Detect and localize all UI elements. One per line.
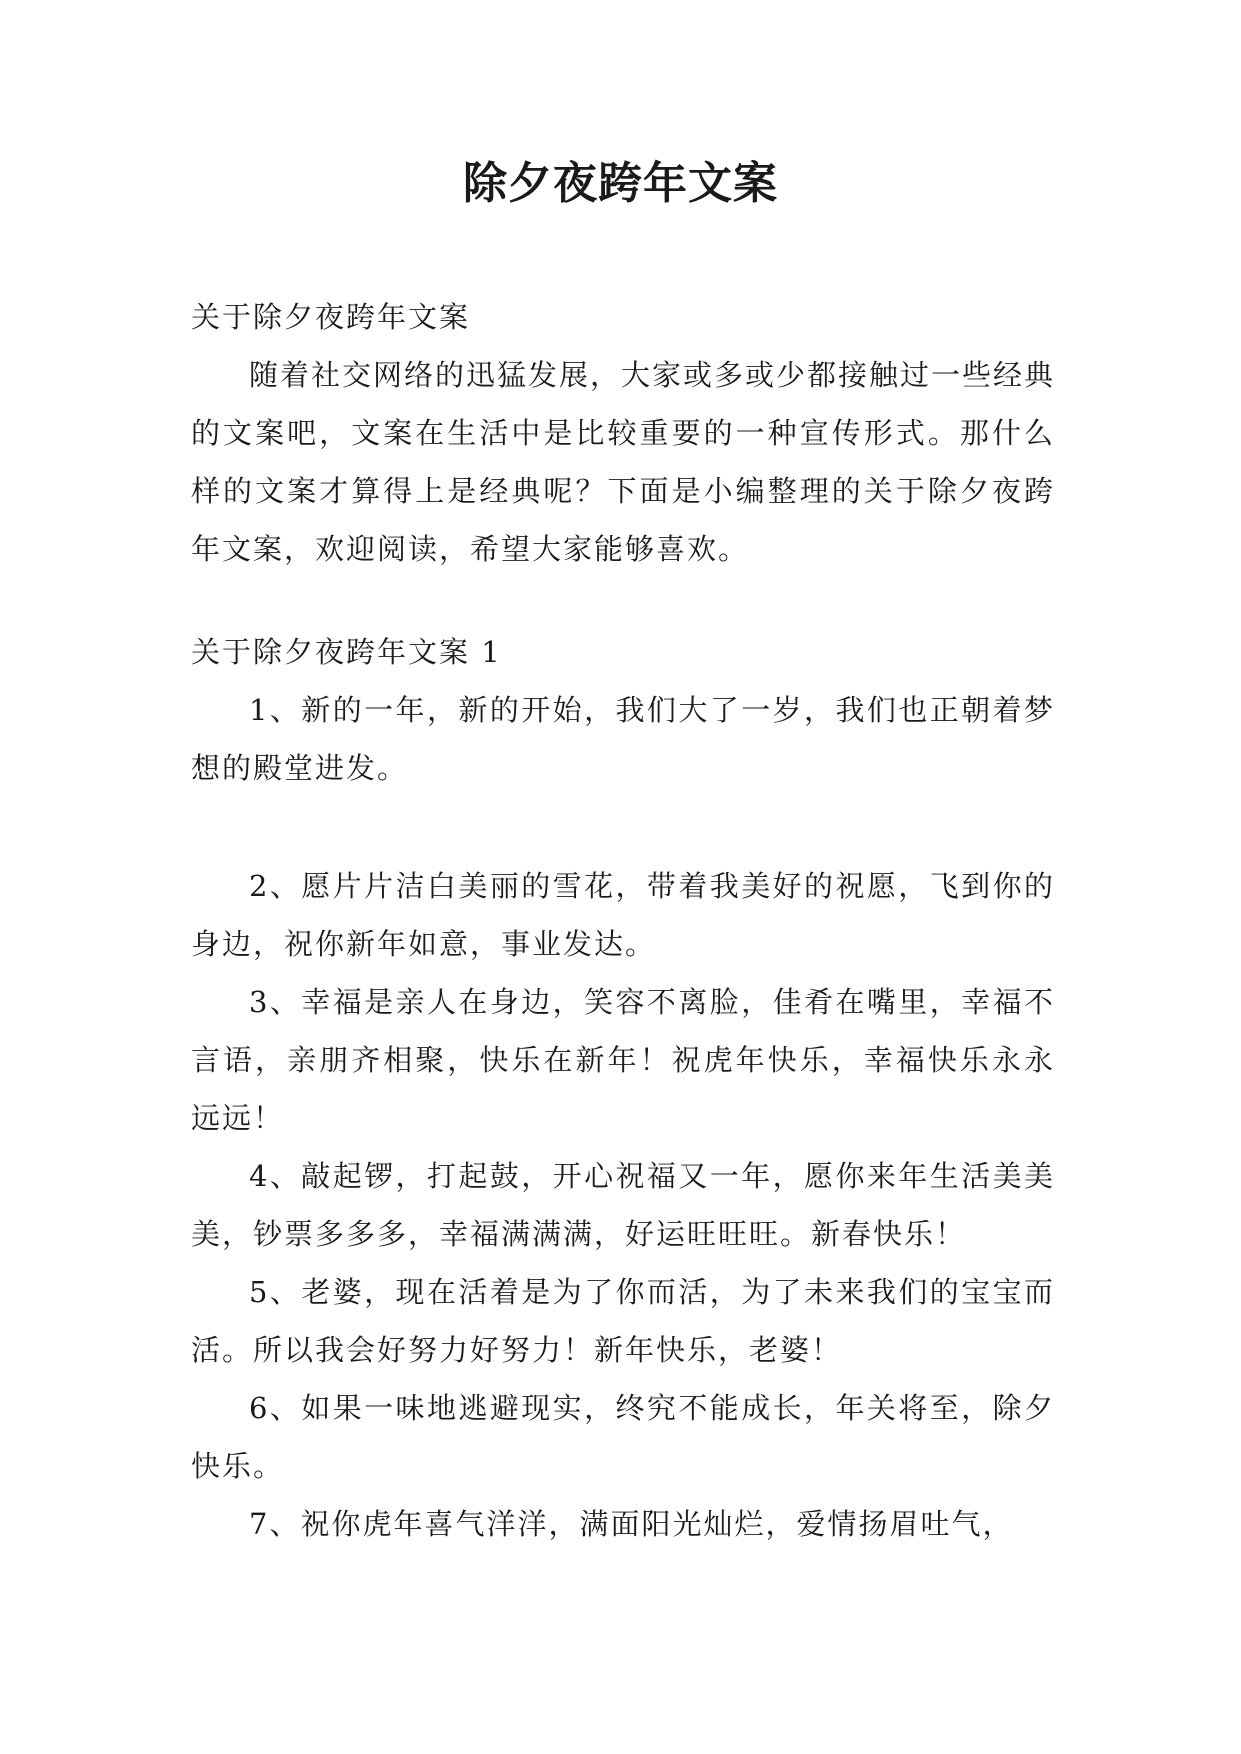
intro-heading: 关于除夕夜跨年文案 xyxy=(191,300,471,334)
list-item: 3、幸福是亲人在身边，笑容不离脸，佳肴在嘴里，幸福不言语，亲朋齐相聚，快乐在新年！祝虎年快乐，幸福快乐永永远远！ xyxy=(191,985,1055,1135)
list-item: 2、愿片片洁白美丽的雪花，带着我美好的祝愿，飞到你的身边，祝你新年如意，事业发达。 xyxy=(191,869,1055,961)
list-item: 5、老婆，现在活着是为了你而活，为了未来我们的宝宝而活。所以我会好努力好努力！新年快乐，老婆！ xyxy=(191,1275,1055,1367)
paragraph-spacer xyxy=(191,797,1055,857)
list-item: 4、敲起锣，打起鼓，开心祝福又一年，愿你来年生活美美美，钞票多多多，幸福满满满，好运旺旺旺。新春快乐！ xyxy=(191,1159,1055,1251)
list-item: 6、如果一味地逃避现实，终究不能成长，年关将至，除夕快乐。 xyxy=(191,1391,1055,1483)
intro-paragraph: 随着社交网络的迅猛发展，大家或多或少都接触过一些经典的文案吧，文案在生活中是比较重要的一种宣传形式。那什么样的文案才算得上是经典呢？下面是小编整理的关于除夕夜跨年文案，欢迎阅读，希望大家能够喜欢。 xyxy=(191,358,1056,566)
document-title: 除夕夜跨年文案 xyxy=(463,158,778,209)
section-heading: 关于除夕夜跨年文案 1 xyxy=(191,635,502,669)
paragraph-spacer xyxy=(191,578,1055,623)
list-item: 7、祝你虎年喜气洋洋，满面阳光灿烂，爱情扬眉吐气， xyxy=(249,1507,1014,1541)
document-body xyxy=(191,288,1055,1553)
list-item: 1、新的一年，新的开始，我们大了一岁，我们也正朝着梦想的殿堂进发。 xyxy=(191,693,1055,785)
